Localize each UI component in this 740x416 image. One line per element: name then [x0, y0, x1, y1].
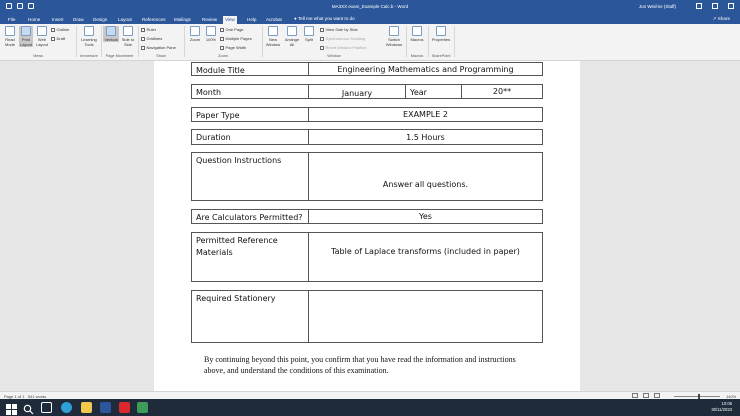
learning-tools-icon — [84, 26, 94, 36]
tab-mailings[interactable]: Mailings — [174, 17, 191, 22]
teams-icon[interactable] — [137, 402, 148, 413]
print-layout-label: Print Layout — [19, 37, 32, 47]
outline-button[interactable] — [51, 27, 69, 32]
draft-label: Draft — [56, 36, 66, 41]
month-label: Month — [196, 88, 222, 97]
macros-button[interactable] — [409, 26, 425, 42]
window-group-label: Window — [327, 54, 341, 58]
zoom-group-label: Zoom — [218, 54, 228, 58]
separator — [184, 26, 185, 57]
module-title-label-cell[interactable] — [191, 62, 309, 76]
year-label-cell[interactable] — [405, 84, 462, 99]
question-instructions-label-cell[interactable] — [191, 152, 309, 201]
paper-type-label: Paper Type — [196, 111, 240, 120]
ruler-checkbox-box — [141, 28, 145, 32]
question-instructions-value-cell[interactable] — [308, 152, 543, 201]
multiple-pages-label: Multiple Pages — [225, 36, 252, 41]
separator — [454, 26, 455, 57]
ruler-checkbox[interactable] — [141, 27, 156, 32]
calculators-value: Yes — [419, 212, 432, 221]
read-mode-label: Read Mode — [4, 37, 15, 47]
split-label: Split — [305, 37, 313, 42]
page-width-button[interactable] — [220, 45, 246, 50]
duration-value: 1.5 Hours — [406, 132, 445, 142]
search-icon[interactable] — [23, 402, 34, 413]
duration-label-cell[interactable] — [191, 129, 309, 145]
module-title-value-cell[interactable] — [308, 62, 543, 76]
zoom-100-icon — [206, 26, 216, 36]
edge-icon[interactable] — [61, 402, 72, 413]
view-side-by-side-icon — [320, 28, 324, 32]
share-label: Share — [717, 16, 730, 21]
window-controls — [696, 3, 734, 9]
tab-view[interactable]: View — [225, 17, 235, 22]
zoom-100-button[interactable] — [204, 26, 218, 42]
web-layout-label: Web Layout — [35, 37, 48, 47]
tab-insert[interactable]: Insert — [52, 17, 64, 22]
outline-icon — [51, 28, 55, 32]
lightbulb-icon: ● — [294, 16, 298, 21]
one-page-icon — [220, 28, 224, 32]
tab-file[interactable]: File — [8, 17, 16, 22]
zoom-level[interactable]: 140% — [726, 393, 737, 399]
file-explorer-icon[interactable] — [81, 402, 92, 413]
reset-window-position-label: Reset Window Position — [325, 45, 367, 50]
macros-label: Macros — [410, 37, 424, 42]
new-window-label: New Window — [265, 37, 281, 47]
page-word-info[interactable] — [4, 394, 46, 399]
views-group-label: Views — [32, 54, 44, 58]
immersive-group-label: Immersive — [80, 54, 98, 58]
system-clock[interactable] — [711, 401, 732, 413]
vertical-button[interactable] — [103, 26, 119, 42]
paper-type-value: EXAMPLE 2 — [403, 110, 448, 119]
print-layout-button[interactable] — [19, 26, 33, 47]
read-mode-button[interactable] — [3, 26, 17, 47]
magnifier-icon — [190, 26, 200, 36]
vertical-label: Vertical — [104, 37, 118, 42]
read-mode-view-icon[interactable] — [643, 393, 649, 398]
page-width-label: Page Width — [225, 45, 247, 50]
clock-time: 10:06 — [721, 401, 732, 406]
view-side-by-side-label: View Side by Side — [325, 27, 358, 32]
vertical-icon — [106, 26, 116, 36]
tab-draw[interactable]: Draw — [73, 17, 84, 22]
word-icon[interactable] — [100, 402, 111, 413]
outline-label: Outline — [56, 27, 70, 32]
new-window-button[interactable] — [264, 26, 282, 47]
tab-help[interactable]: Help — [247, 17, 257, 22]
calculators-label-cell[interactable] — [191, 209, 309, 224]
split-icon — [304, 26, 314, 36]
tab-home[interactable]: Home — [28, 17, 41, 22]
page-count: Page 1 of 1 — [4, 393, 25, 399]
ribbon — [0, 24, 740, 61]
navigation-pane-checkbox-box — [141, 46, 145, 50]
zoom-100-label: 100% — [205, 37, 217, 42]
separator — [101, 26, 102, 57]
share-button[interactable] — [713, 16, 730, 22]
focus-mode-icon[interactable] — [632, 393, 638, 398]
close-icon[interactable] — [728, 3, 734, 9]
windows-start-icon[interactable] — [6, 402, 17, 413]
web-layout-icon — [37, 26, 47, 36]
taskbar — [0, 399, 740, 416]
properties-label: Properties — [431, 37, 451, 42]
show-group-label: Show — [156, 54, 166, 58]
confirmation-paragraph[interactable]: By continuing beyond this point, you confirm that you have read the information and instructions above, and understand the conditions of this examination. — [204, 355, 516, 375]
print-layout-icon — [21, 26, 31, 36]
tab-review[interactable]: Review — [202, 17, 218, 22]
side-to-side-button[interactable] — [120, 26, 136, 47]
switch-windows-button[interactable] — [384, 26, 404, 47]
tab-references[interactable]: References — [142, 17, 166, 22]
one-page-button[interactable] — [220, 27, 244, 32]
gridlines-label: Gridlines — [146, 36, 163, 41]
status-bar — [0, 391, 740, 399]
gridlines-checkbox-box — [141, 37, 145, 41]
acrobat-icon[interactable] — [119, 402, 130, 413]
tab-layout[interactable]: Layout — [118, 17, 132, 22]
document-title: MA3XX exam_Example Calc.b - Word — [331, 4, 409, 9]
multiple-pages-button[interactable] — [220, 36, 252, 41]
required-stationery-value-cell[interactable] — [308, 290, 543, 343]
permitted-reference-label: Permitted Reference Materials — [196, 236, 278, 257]
switch-windows-label: Switch Windows — [385, 37, 403, 47]
arrange-all-label: Arrange All — [284, 37, 300, 47]
user-name[interactable]: Jun Wei/me (Staff) — [638, 4, 676, 9]
learning-tools-label: Learning Tools — [81, 37, 97, 47]
separator — [428, 26, 429, 57]
module-title-value: Engineering Mathematics and Programming — [337, 64, 514, 74]
month-value: January — [341, 88, 373, 98]
question-instructions-value: Answer all questions. — [382, 180, 469, 189]
ribbon-tab-bar — [0, 14, 740, 24]
required-stationery-label-cell[interactable] — [191, 290, 309, 343]
separator — [138, 26, 139, 57]
question-instructions-label: Question Instructions — [196, 156, 282, 165]
separator — [262, 26, 263, 57]
paper-type-label-cell[interactable] — [191, 107, 309, 122]
year-value-cell[interactable] — [461, 84, 543, 99]
properties-button[interactable] — [430, 26, 452, 42]
month-label-cell[interactable] — [191, 84, 309, 99]
side-to-side-label: Side to Side — [121, 37, 135, 47]
permitted-reference-label-cell[interactable] — [191, 232, 309, 282]
learning-tools-button[interactable] — [79, 26, 99, 47]
navigation-pane-checkbox[interactable] — [141, 45, 176, 50]
read-mode-icon — [5, 26, 15, 36]
new-window-icon — [268, 26, 278, 36]
clock-date: 30/11/2023 — [711, 407, 732, 412]
duration-label: Duration — [196, 133, 231, 142]
print-layout-view-icon[interactable] — [654, 393, 660, 398]
macros-group-label: Macros — [410, 54, 424, 58]
split-button[interactable] — [302, 26, 316, 42]
sharepoint-group-label: SharePoint — [431, 54, 451, 58]
required-stationery-label: Required Stationery — [196, 294, 276, 303]
tab-acrobat[interactable]: Acrobat — [266, 17, 282, 22]
switch-windows-icon — [389, 26, 399, 36]
zoom-slider-thumb[interactable] — [698, 394, 700, 399]
sync-scrolling-icon — [320, 37, 324, 41]
properties-icon — [436, 26, 446, 36]
minimize-icon[interactable] — [696, 3, 702, 9]
duration-value-cell[interactable] — [308, 129, 543, 145]
view-side-by-side-button[interactable] — [320, 27, 358, 32]
navigation-pane-label: Navigation Pane — [146, 45, 176, 50]
title-bar — [0, 0, 740, 14]
view-switcher — [632, 393, 660, 398]
word-count: 541 words — [27, 393, 47, 399]
sync-scrolling-label: Synchronous Scrolling — [325, 36, 366, 41]
calculators-value-cell[interactable] — [308, 209, 543, 224]
year-value: 20** — [492, 87, 512, 96]
reset-window-position-icon — [320, 46, 324, 50]
year-label: Year — [410, 88, 427, 97]
permitted-reference-value-cell[interactable] — [308, 232, 543, 282]
paper-type-value-cell[interactable] — [308, 107, 543, 122]
separator — [76, 26, 77, 57]
zoom-label: Zoom — [189, 37, 201, 42]
ruler-label: Ruler — [146, 27, 157, 32]
draft-icon — [51, 37, 55, 41]
module-title-label: Module Title — [196, 66, 245, 75]
arrange-all-button[interactable] — [283, 26, 301, 47]
month-value-cell[interactable] — [308, 84, 406, 99]
permitted-reference-value: Table of Laplace transforms (included in paper) — [331, 246, 520, 256]
separator — [406, 26, 407, 57]
zoom-slider[interactable] — [674, 396, 720, 397]
tell-me-search[interactable] — [294, 16, 355, 21]
side-to-side-icon — [123, 26, 133, 36]
macros-icon — [412, 26, 422, 36]
task-view-icon[interactable] — [41, 402, 52, 413]
draft-button[interactable] — [51, 36, 65, 41]
tell-me-label: Tell me what you want to do — [297, 16, 355, 21]
gridlines-checkbox[interactable] — [141, 36, 162, 41]
arrange-all-icon — [287, 26, 297, 36]
reset-window-position-button[interactable] — [320, 45, 367, 50]
web-layout-button[interactable] — [35, 26, 49, 47]
multiple-pages-icon — [220, 37, 224, 41]
maximize-icon[interactable] — [712, 3, 718, 9]
one-page-label: One Page — [225, 27, 244, 32]
calculators-label: Are Calculators Permitted? — [196, 213, 303, 222]
zoom-button[interactable] — [187, 26, 203, 42]
sync-scrolling-button[interactable] — [320, 36, 365, 41]
page-width-icon — [220, 46, 224, 50]
share-icon: ↗ — [712, 16, 718, 21]
page-movement-group-label: Page Movement — [105, 54, 134, 58]
tab-design[interactable]: Design — [93, 17, 108, 22]
